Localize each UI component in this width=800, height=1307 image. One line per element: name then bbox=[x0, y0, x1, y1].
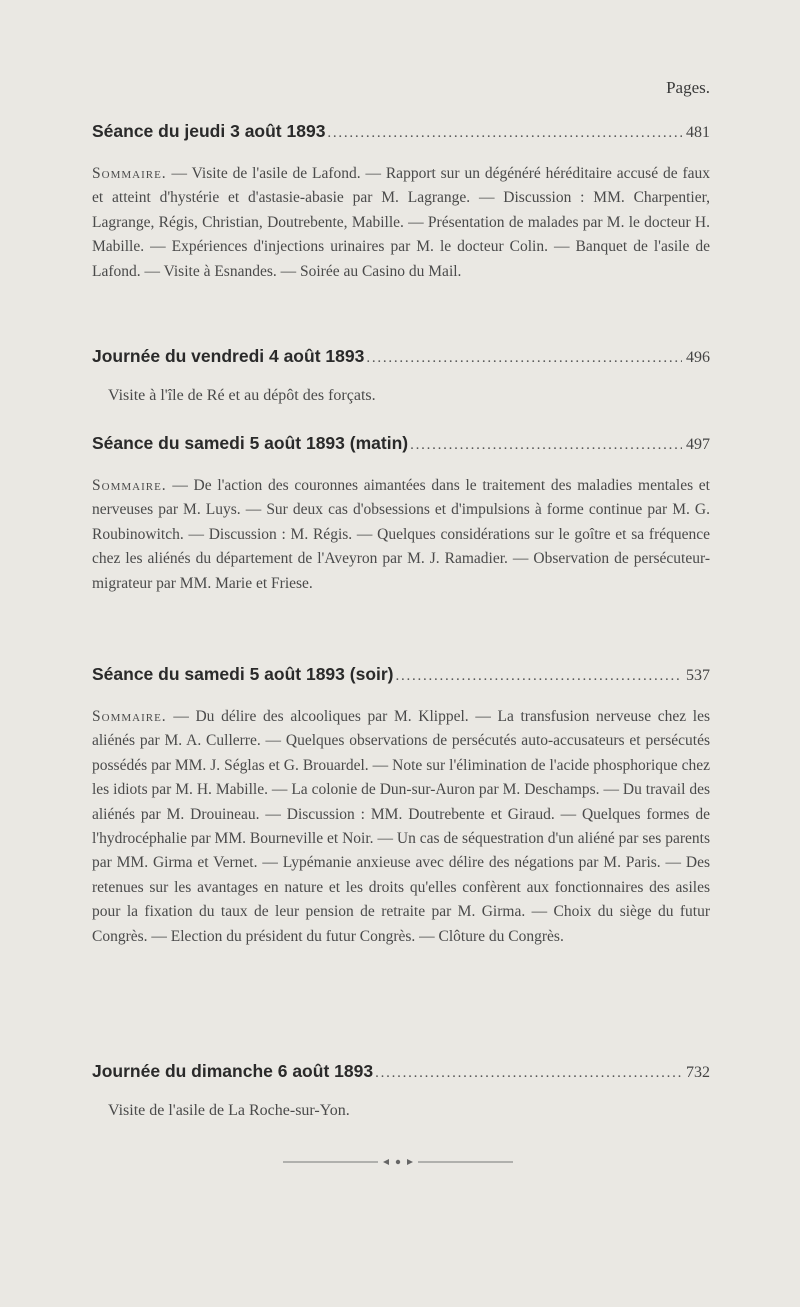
dot-leader bbox=[396, 668, 682, 685]
entry-title: Journée du dimanche 6 août 1893 bbox=[92, 1061, 374, 1081]
entry-heading bbox=[92, 1061, 710, 1082]
page-number: 537 bbox=[686, 667, 710, 684]
summary-lead: Sommaire. bbox=[92, 708, 167, 725]
summary-text: — De l'action des couronnes aimantées dans le traitement des maladies mentales et nerveuses par M. Luys. — Sur deux cas d'obsessions et d'impulsions à forme continue par M. G. Roubinowitch. — Discussion : M. Régis. — Quelques considérations sur le goître et sa fréquence chez les aliénés du département de l'Aveyron par M. J. Ramadier. — Observation de persécuteur-migrateur par MM. Marie et Friese. bbox=[92, 477, 710, 592]
entry-text: Visite à l'île de Ré et au dépôt des forçats. bbox=[108, 387, 376, 404]
entry-title: Séance du samedi 5 août 1893 (matin) bbox=[92, 433, 409, 453]
toc-entry bbox=[92, 1061, 710, 1120]
entry-heading bbox=[92, 664, 710, 685]
entry-summary bbox=[92, 705, 710, 949]
summary-lead: Sommaire. bbox=[92, 165, 167, 182]
toc-entry bbox=[92, 346, 710, 405]
entry-heading bbox=[92, 433, 710, 454]
entry-title: Journée du vendredi 4 août 1893 bbox=[92, 346, 365, 366]
entry-heading bbox=[92, 346, 710, 367]
page-number: 732 bbox=[686, 1064, 710, 1081]
entry-summary bbox=[92, 162, 710, 284]
entry-summary bbox=[92, 474, 710, 596]
entry-title: Séance du samedi 5 août 1893 (soir) bbox=[92, 664, 394, 684]
toc-entry bbox=[92, 121, 710, 284]
toc-entry bbox=[92, 433, 710, 596]
summary-text: — Du délire des alcooliques par M. Klippel. — La transfusion nerveuse chez les aliénés par M. A. Cullerre. — Quelques observations de persécutés auto-accusateurs et persécutés possédés par MM. J. Séglas et G. Brouardel. — Note sur l'élimination de l'acide phosphorique chez les idiots par M. H. Mabille. — La colonie de Dun-sur-Auron par M. Deschamps. — Du travail des aliénés par M. Drouineau. — Discussion : MM. Doutrebente et Giraud. — Quelques formes de l'hydrocéphalie par MM. Bourneville et Noir. — Un cas de séquestration d'un aliéné par ses parents par MM. Girma et Vernet. — Lypémanie anxieuse avec délire des négations par M. Paris. — Des retenues sur les avantages en nature et les droits qu'elles confèrent aux fonctionnaires des asiles pour la fixation du taux de leur pension de retraite par M. Girma. — Choix du siège du futur Congrès. — Election du président du futur Congrès. — Clôture du Congrès. bbox=[92, 708, 710, 945]
dot-leader bbox=[366, 350, 682, 367]
entry-text: Visite de l'asile de La Roche-sur-Yon. bbox=[108, 1102, 350, 1119]
entry-title: Séance du jeudi 3 août 1893 bbox=[92, 121, 326, 141]
pages-column-label: Pages. bbox=[666, 78, 710, 97]
page-number: 481 bbox=[686, 124, 710, 141]
dot-leader bbox=[410, 437, 682, 454]
summary-text: — Visite de l'asile de Lafond. — Rapport sur un dégénéré héréditaire accusé de faux et atteint d'hystérie et d'astasie-abasie par M. Lagrange. — Discussion : MM. Charpentier, Lagrange, Régis, Christian, Doutrebente, Mabille. — Présentation de malades par M. le docteur H. Mabille. — Expériences d'injections urinaires par M. le docteur Colin. — Banquet de l'asile de Lafond. — Visite à Esnandes. — Soirée au Casino du Mail. bbox=[92, 165, 710, 280]
ornament-divider bbox=[283, 1156, 513, 1168]
dot-leader bbox=[375, 1065, 682, 1082]
page-number: 496 bbox=[686, 349, 710, 366]
dot-leader bbox=[327, 125, 682, 142]
page-number: 497 bbox=[686, 436, 710, 453]
entry-heading bbox=[92, 121, 710, 142]
toc-entry bbox=[92, 664, 710, 949]
summary-lead: Sommaire. bbox=[92, 477, 167, 494]
